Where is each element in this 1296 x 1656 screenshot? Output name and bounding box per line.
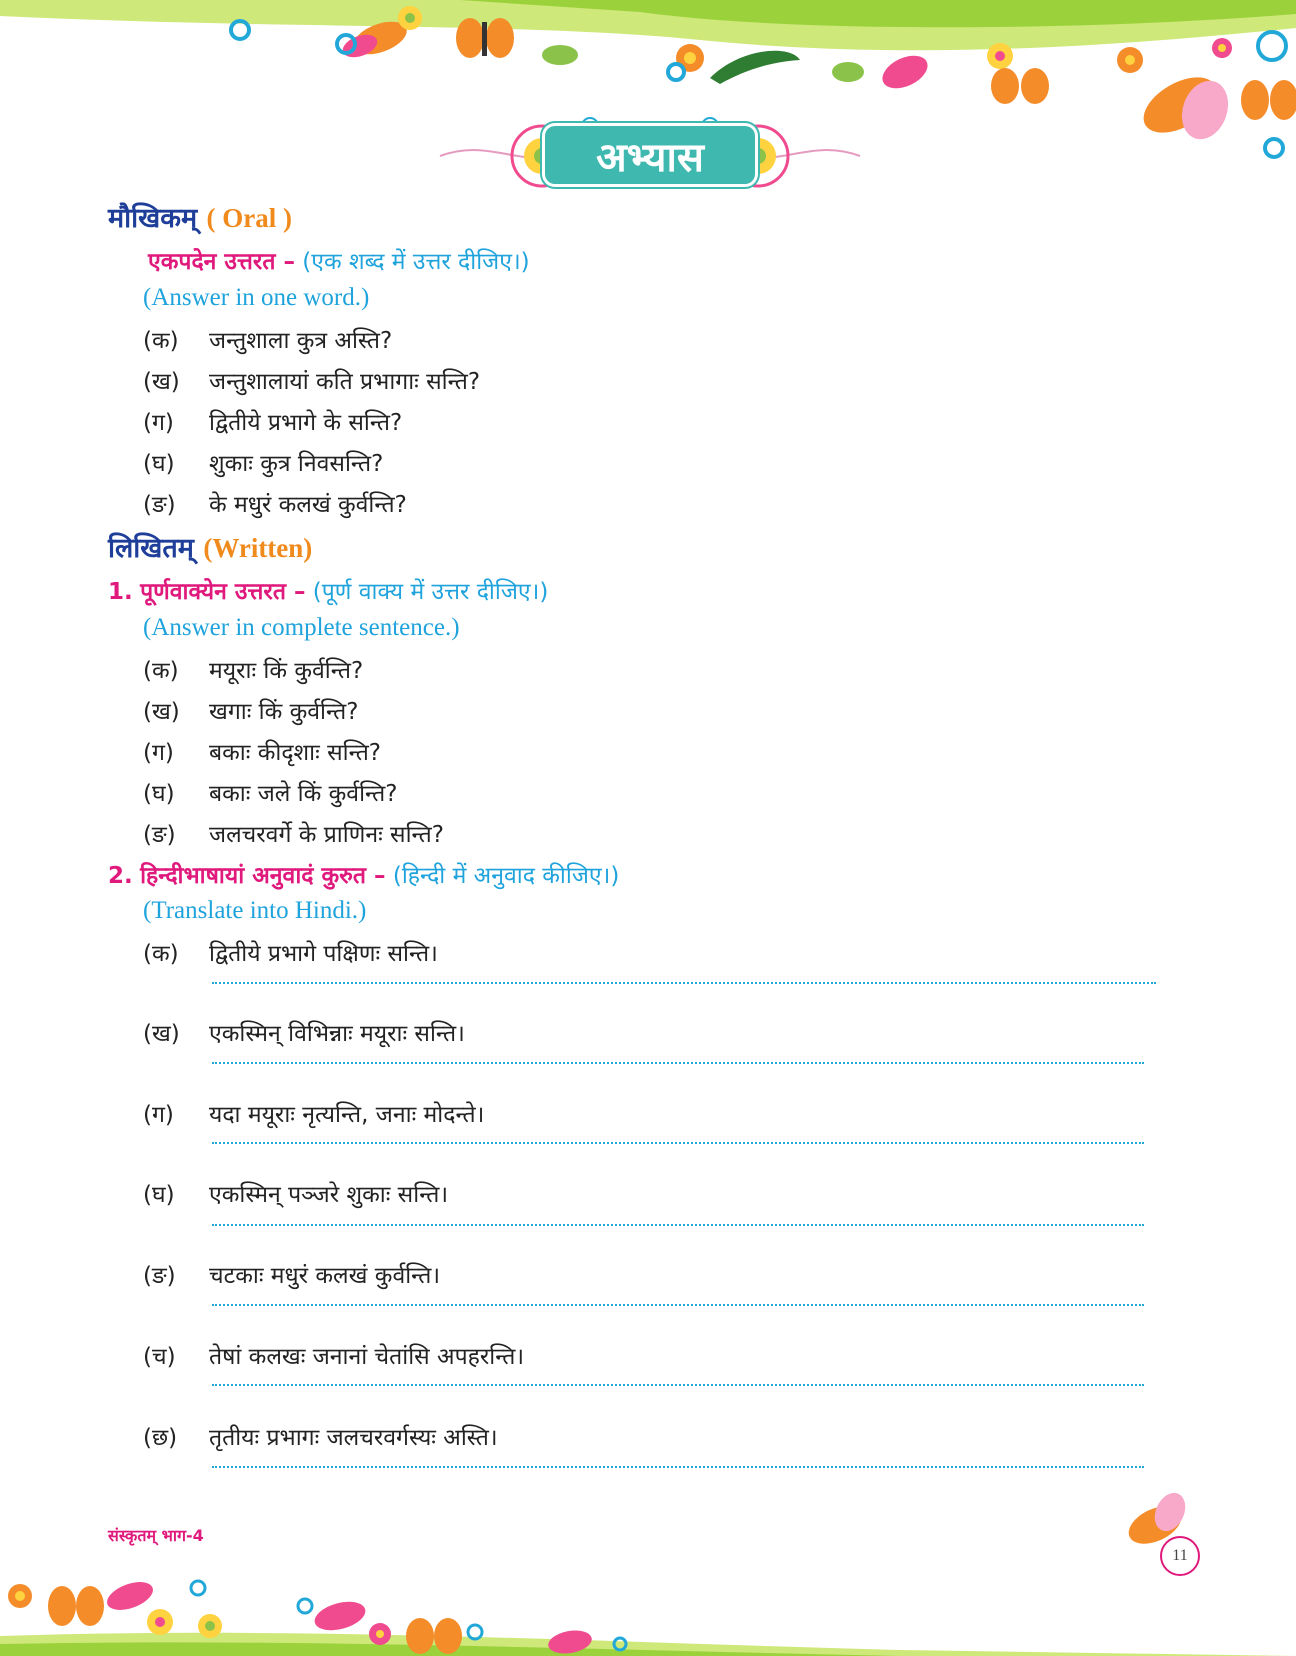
item-marker: (क)	[143, 658, 179, 684]
oral-instruction-en: (Answer in one word.)	[143, 284, 370, 311]
written-heading-sa: लिखितम्	[108, 533, 194, 564]
page-title: अभ्यास	[596, 135, 704, 181]
item-marker: (ख)	[143, 699, 180, 725]
list-item	[143, 1339, 524, 1371]
written-heading-en: (Written)	[203, 533, 313, 563]
item-marker: (क)	[143, 328, 179, 354]
book-title: संस्कृतम् भाग-4	[108, 1526, 204, 1545]
list-item	[143, 1420, 498, 1452]
item-text: मयूराः किं कुर्वन्ति?	[209, 658, 364, 684]
oral-instruction-sa: एकपदेन उत्तरत –	[148, 249, 295, 275]
item-text: एकस्मिन् पञ्जरे शुकाः सन्ति।	[209, 1182, 449, 1208]
list-item	[143, 405, 402, 437]
item-text: जलचरवर्गे के प्राणिनः सन्ति?	[209, 822, 444, 848]
question-1-instruction-en: (Answer in complete sentence.)	[143, 614, 460, 641]
list-item	[143, 1258, 440, 1290]
item-marker: (ङ)	[143, 1263, 176, 1289]
answer-line[interactable]	[212, 1466, 1144, 1468]
question-1-instruction-hi: (पूर्ण वाक्य में उत्तर दीजिए।)	[312, 579, 549, 605]
item-text: जन्तुशालायां कति प्रभागाः सन्ति?	[209, 369, 481, 395]
question-2-instruction-sa: हिन्दीभाषायां अनुवादं कुरुत –	[140, 863, 386, 889]
item-text: द्वितीये प्रभागे के सन्ति?	[209, 410, 403, 436]
question-1-instruction	[108, 574, 548, 606]
written-heading	[108, 528, 312, 565]
item-text: तृतीयः प्रभागः जलचरवर्गस्यः अस्ति।	[209, 1425, 498, 1451]
answer-line[interactable]	[212, 1062, 1144, 1064]
list-item	[143, 735, 381, 767]
list-item	[143, 446, 383, 478]
item-text: तेषां कलखः जनानां चेतांसि अपहरन्ति।	[209, 1344, 525, 1370]
item-marker: (ख)	[143, 1021, 180, 1047]
oral-heading-en: ( Oral )	[206, 203, 292, 233]
item-text: के मधुरं कलखं कुर्वन्ति?	[209, 492, 407, 518]
list-item	[143, 487, 407, 519]
exercise-banner	[430, 108, 870, 198]
item-text: खगाः किं कुर्वन्ति?	[209, 699, 359, 725]
page-number: 11	[1160, 1536, 1200, 1576]
list-item	[143, 694, 358, 726]
question-1-instruction-sa: पूर्णवाक्येन उत्तरत –	[140, 579, 306, 605]
item-marker: (ख)	[143, 369, 180, 395]
question-number: 1.	[108, 579, 133, 605]
item-text: बकाः कीदृशाः सन्ति?	[209, 740, 382, 766]
item-text: द्वितीये प्रभागे पक्षिणः सन्ति।	[209, 941, 438, 967]
item-text: बकाः जले किं कुर्वन्ति?	[209, 781, 398, 807]
list-item	[143, 1016, 465, 1048]
oral-heading	[108, 198, 292, 235]
list-item	[143, 776, 397, 808]
banner-plate	[545, 126, 755, 184]
item-text: जन्तुशाला कुत्र अस्ति?	[209, 328, 393, 354]
item-marker: (ङ)	[143, 822, 176, 848]
item-marker: (ग)	[143, 740, 174, 766]
list-item	[143, 1097, 484, 1129]
list-item	[143, 1177, 448, 1209]
answer-line[interactable]	[212, 1384, 1144, 1386]
item-marker: (ङ)	[143, 492, 176, 518]
list-item	[143, 936, 438, 968]
oral-instruction-hi: (एक शब्द में उत्तर दीजिए।)	[302, 249, 530, 275]
item-text: यदा मयूराः नृत्यन्ति, जनाः मोदन्ते।	[209, 1102, 485, 1128]
item-marker: (छ)	[143, 1425, 178, 1451]
question-2-instruction-hi: (हिन्दी में अनुवाद कीजिए।)	[392, 863, 620, 889]
item-text: एकस्मिन् विभिन्नाः मयूराः सन्ति।	[209, 1021, 465, 1047]
item-marker: (ग)	[143, 410, 174, 436]
item-marker: (ग)	[143, 1102, 174, 1128]
list-item	[143, 323, 392, 355]
leaf-icon	[542, 45, 864, 84]
question-2-instruction	[108, 858, 619, 890]
oral-heading-sa: मौखिकम्	[108, 203, 198, 234]
question-number: 2.	[108, 863, 133, 889]
answer-line[interactable]	[212, 982, 1156, 984]
item-text: चटकाः मधुरं कलखं कुर्वन्ति।	[209, 1263, 441, 1289]
answer-line[interactable]	[212, 1224, 1144, 1226]
bottom-floral-border	[0, 1546, 1296, 1656]
answer-line[interactable]	[212, 1142, 1144, 1144]
butterfly-icon	[1134, 66, 1296, 146]
oral-instruction	[148, 244, 530, 276]
list-item	[143, 364, 480, 396]
item-marker: (च)	[143, 1344, 176, 1370]
list-item	[143, 817, 444, 849]
item-marker: (घ)	[143, 1182, 175, 1208]
question-2-instruction-en: (Translate into Hindi.)	[143, 897, 367, 924]
item-marker: (क)	[143, 941, 179, 967]
item-marker: (घ)	[143, 451, 175, 477]
butterfly-icon	[877, 49, 1049, 104]
answer-line[interactable]	[212, 1304, 1144, 1306]
item-marker: (घ)	[143, 781, 175, 807]
item-text: शुकाः कुत्र निवसन्ति?	[209, 451, 384, 477]
list-item	[143, 653, 363, 685]
butterfly-icon	[456, 18, 514, 58]
